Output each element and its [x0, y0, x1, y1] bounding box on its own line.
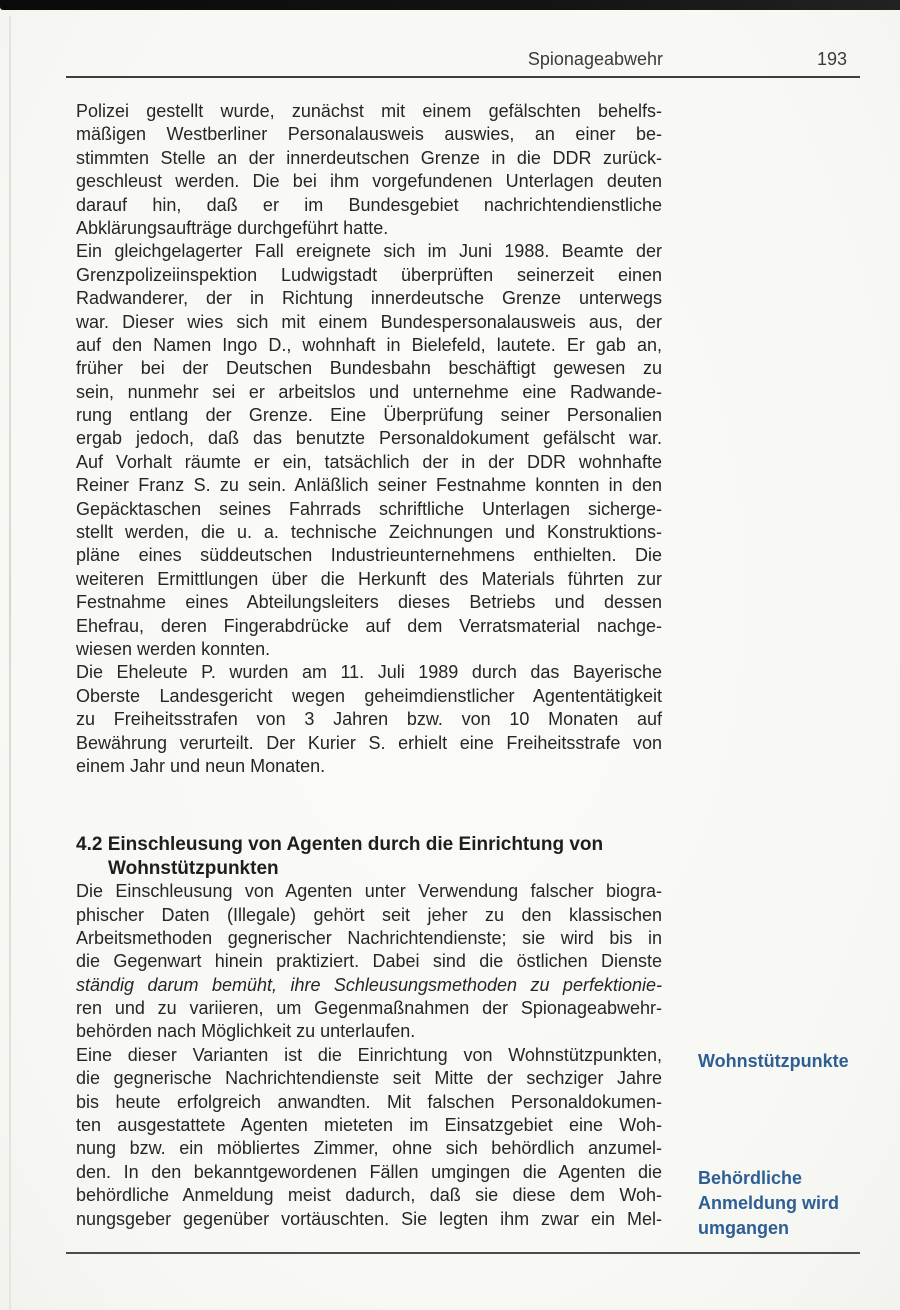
body-line: ten ausgestattete Agenten mieteten im Einsatzgebiet eine Woh-	[76, 1115, 662, 1136]
margin-note-line: Behördliche	[698, 1168, 803, 1188]
body-line: den. In den bekanntgewordenen Fällen umgingen die Agenten die	[76, 1161, 662, 1182]
body-line: Abklärungsaufträge durchgeführt hatte.	[76, 217, 389, 238]
section-heading	[76, 833, 662, 880]
body-line: bis heute erfolgreich anwandten. Mit falschen Personaldokumen-	[76, 1091, 662, 1112]
body-line: zu Freiheitsstrafen von 3 Jahren bzw. von 10 Monaten auf	[76, 709, 662, 730]
body-line: Reiner Franz S. zu sein. Anläßlich seiner Festnahme konnten in den	[76, 475, 662, 496]
body-line: Polizei gestellt wurde, zunächst mit einem gefälschten behelfs-	[76, 101, 662, 121]
body-line: Ehefrau, deren Fingerabdrücke auf dem Verratsmaterial nachge-	[76, 615, 662, 636]
paragraph	[76, 1044, 662, 1231]
body-line: war. Dieser wies sich mit einem Bundespersonalausweis aus, der	[76, 311, 662, 332]
body-line: behörden nach Möglichkeit zu unterlaufen.	[76, 1021, 416, 1042]
body-line: nung bzw. ein möbliertes Zimmer, ohne sich behördlich anzumel-	[76, 1138, 662, 1159]
section-heading-line: Wohnstützpunkten	[108, 857, 279, 879]
body-line: mäßigen Westberliner Personalausweis auswies, an einer be-	[76, 124, 662, 145]
running-head	[66, 48, 860, 72]
running-title: Spionageabwehr	[527, 49, 663, 69]
body-line: weiteren Ermittlungen über die Herkunft des Materials führten zur	[76, 568, 662, 589]
body-line: geschleust werden. Die bei ihm vorgefundenen Unterlagen deuten	[76, 171, 662, 192]
body-line: auf den Namen Ingo D., wohnhaft in Bielefeld, lautete. Er gab an,	[76, 334, 662, 355]
body-text	[76, 100, 662, 1231]
margin-note-line: umgangen	[698, 1218, 790, 1238]
body-line: Ein gleichgelagerter Fall ereignete sich im Juni 1988. Beamte der	[76, 241, 662, 262]
margin-note-line: Anmeldung wird	[698, 1193, 839, 1213]
body-line: stellt werden, die u. a. technische Zeichnungen und Konstruktions-	[76, 522, 662, 543]
margin-note-line: Wohnstützpunkte	[698, 1051, 849, 1071]
body-line: rung entlang der Grenze. Eine Überprüfung seiner Personalien	[76, 405, 662, 426]
body-line: ständig darum bemüht, ihre Schleusungsmethoden zu perfektionie-	[76, 974, 662, 995]
body-line: ergab jedoch, daß das benutzte Personaldokument gefälscht war.	[76, 428, 662, 449]
body-line: die gegnerische Nachrichtendienste seit Mitte der sechziger Jahre	[76, 1068, 662, 1089]
page-left-edge-shadow	[9, 16, 11, 1310]
paragraph	[76, 880, 662, 1044]
body-line: behördliche Anmeldung meist dadurch, daß sie diese dem Woh-	[76, 1185, 662, 1206]
scan-edge-artifact-top	[0, 0, 900, 10]
body-line: Die Eheleute P. wurden am 11. Juli 1989 durch das Bayerische	[76, 662, 662, 683]
body-line: Festnahme eines Abteilungsleiters dieses Betriebs und dessen	[76, 592, 662, 613]
paragraph	[76, 661, 662, 778]
body-line: Eine dieser Varianten ist die Einrichtung von Wohnstützpunkten,	[76, 1044, 662, 1065]
body-line: Oberste Landesgericht wegen geheimdienstlicher Agententätigkeit	[76, 685, 662, 706]
body-line: Auf Vorhalt räumte er ein, tatsächlich der in der DDR wohnhafte	[76, 451, 662, 472]
body-line: pläne eines süddeutschen Industrieunternehmens enthielten. Die	[76, 545, 662, 566]
header-rule	[66, 76, 860, 78]
body-line: Die Einschleusung von Agenten unter Verwendung falscher biogra-	[76, 881, 662, 902]
paragraph	[76, 240, 662, 661]
paragraph	[76, 100, 662, 240]
body-line: stimmten Stelle an der innerdeutschen Grenze in die DDR zurück-	[76, 147, 662, 168]
body-line: Arbeitsmethoden gegnerischer Nachrichtendienste; sie wird bis in	[76, 927, 662, 948]
body-line: ren und zu variieren, um Gegenmaßnahmen der Spionageabwehr-	[76, 998, 662, 1019]
section-heading-line: 4.2 Einschleusung von Agenten durch die Einrichtung von	[76, 834, 604, 856]
body-line: die Gegenwart hinein praktiziert. Dabei sind die östlichen Dienste	[76, 951, 662, 972]
body-line: Gepäcktaschen seines Fahrrads schriftliche Unterlagen sicherge-	[76, 498, 662, 519]
body-line: Grenzpolizeiinspektion Ludwigstadt überprüften seinerzeit einen	[76, 264, 662, 285]
body-line: früher bei der Deutschen Bundesbahn beschäftigt gewesen zu	[76, 358, 662, 379]
body-line: nungsgeber gegenüber vortäuschten. Sie legten ihm zwar ein Mel-	[76, 1208, 662, 1229]
body-line: Bewährung verurteilt. Der Kurier S. erhielt eine Freiheitsstrafe von	[76, 732, 662, 753]
body-line: phischer Daten (Illegale) gehört seit jeher zu den klassischen	[76, 904, 662, 925]
margin-note	[698, 1049, 870, 1074]
margin-note	[698, 1166, 870, 1241]
page-number: 193	[816, 49, 847, 69]
body-line: sein, nunmehr sei er arbeitslos und unternehme eine Radwande-	[76, 381, 662, 402]
body-line: einem Jahr und neun Monaten.	[76, 755, 326, 776]
body-line: wiesen werden konnten.	[76, 638, 271, 659]
footer-rule	[66, 1252, 860, 1254]
body-line: Radwanderer, der in Richtung innerdeutsche Grenze unterwegs	[76, 288, 662, 309]
body-line: darauf hin, daß er im Bundesgebiet nachrichtendienstliche	[76, 194, 662, 215]
